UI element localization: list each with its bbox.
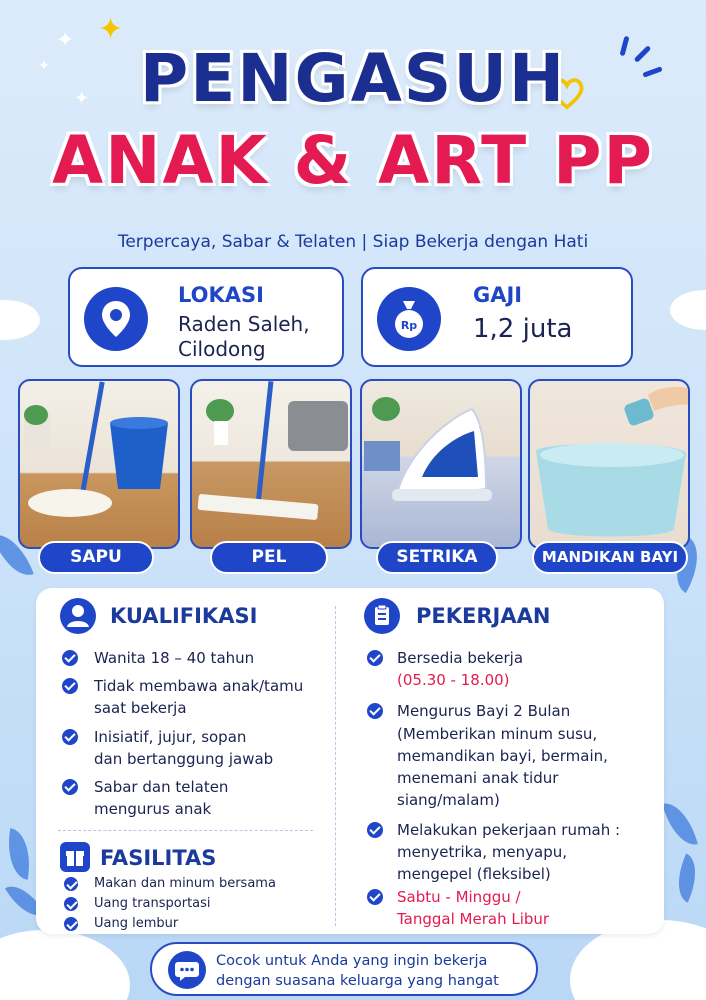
check-icon: [62, 678, 78, 694]
tagline: Terpercaya, Sabar & Telaten | Siap Bekerja dengan Hati: [117, 232, 589, 252]
sparkle-gold-icon: ✦: [98, 12, 124, 47]
footer-text: [216, 951, 499, 991]
facility-item: Uang transportasi: [94, 896, 211, 911]
qualification-item-cont: saat bekerja: [94, 699, 187, 717]
check-icon: [64, 897, 78, 911]
leaf-decoration: [662, 798, 698, 851]
footer-line-1: Cocok untuk Anda yang ingin bekerja: [216, 953, 488, 969]
setrika-photo: [360, 379, 522, 549]
location-label: LOKASI: [178, 283, 264, 307]
check-icon: [367, 703, 383, 719]
panel-divider: [335, 606, 336, 926]
qualification-item: Sabar dan telaten: [94, 778, 229, 796]
check-icon: [367, 650, 383, 666]
check-icon: [62, 729, 78, 745]
salary-card: [361, 267, 633, 367]
qualification-item-cont: dan bertanggung jawab: [94, 750, 274, 768]
facilities-title: FASILITAS: [100, 846, 217, 870]
facility-item: Makan dan minum bersama: [94, 876, 276, 891]
footer-line-2: dengan suasana keluarga yang hangat: [216, 973, 499, 989]
location-pin-icon: [84, 287, 148, 351]
gift-icon: [60, 842, 90, 872]
task-pill-mandikan-bayi: MANDIKAN BAYI: [532, 541, 688, 574]
check-icon: [367, 822, 383, 838]
check-icon: [64, 917, 78, 931]
leaf-decoration: [668, 853, 706, 902]
job-item: Bersedia bekerja: [397, 649, 524, 667]
job-item-cont: menemani anak tidur: [397, 769, 559, 787]
cloud-decoration: [0, 930, 130, 1000]
location-card: [68, 267, 344, 367]
cloud-decoration: [670, 290, 706, 330]
mandikan-bayi-photo: [528, 379, 690, 549]
qualifications-title: KUALIFIKASI: [110, 604, 258, 628]
check-icon: [367, 889, 383, 905]
sparkle-icon: ✦: [38, 58, 50, 74]
sparkle-icon: ✦: [56, 28, 75, 53]
job-item-cont: menyetrika, menyapu,: [397, 843, 568, 861]
job-item: Mengurus Bayi 2 Bulan: [397, 702, 571, 720]
task-pill-setrika: SETRIKA: [376, 541, 498, 574]
salary-label: GAJI: [473, 283, 523, 307]
days-off: Sabtu - Minggu /: [397, 888, 521, 906]
job-hours: (05.30 - 18.00): [397, 671, 510, 689]
chat-bubble-icon: [168, 951, 206, 989]
money-bag-icon: [377, 287, 441, 351]
qualification-item: Wanita 18 – 40 tahun: [94, 649, 255, 667]
check-icon: [62, 779, 78, 795]
qualification-item: Inisiatif, jujur, sopan: [94, 728, 247, 746]
check-icon: [64, 877, 78, 891]
task-pill-sapu: SAPU: [38, 541, 154, 574]
section-divider: [58, 830, 313, 831]
person-icon: [60, 598, 96, 634]
cloud-decoration: [0, 300, 40, 340]
salary-value: 1,2 juta: [473, 314, 573, 344]
qualification-item: Tidak membawa anak/tamu: [94, 677, 304, 695]
task-pill-pel: PEL: [210, 541, 328, 574]
facility-item: Uang lembur: [94, 916, 179, 931]
job-item-cont: (Memberikan minum susu,: [397, 725, 598, 743]
clipboard-icon: [364, 598, 400, 634]
pel-photo: [190, 379, 352, 549]
location-line-1: Raden Saleh,: [178, 312, 310, 336]
qualification-item-cont: mengurus anak: [94, 800, 212, 818]
title-line-2: ANAK & ART PP: [52, 122, 654, 199]
sparkle-icon: ✦: [74, 88, 90, 109]
rp-badge: Rp: [400, 319, 418, 332]
footer-note: [150, 942, 538, 996]
check-icon: [62, 650, 78, 666]
jobs-title: PEKERJAAN: [416, 604, 551, 628]
sapu-photo: [18, 379, 180, 549]
job-item-cont: memandikan bayi, bermain,: [397, 747, 608, 765]
job-item-cont: siang/malam): [397, 791, 500, 809]
leaf-decoration: [2, 828, 36, 880]
location-line-2: Cilodong: [178, 337, 266, 361]
days-off-cont: Tanggal Merah Libur: [397, 910, 550, 928]
title-line-1: PENGASUH: [139, 40, 567, 117]
job-item-cont: mengepel (fleksibel): [397, 865, 551, 883]
job-item: Melakukan pekerjaan rumah :: [397, 821, 621, 839]
